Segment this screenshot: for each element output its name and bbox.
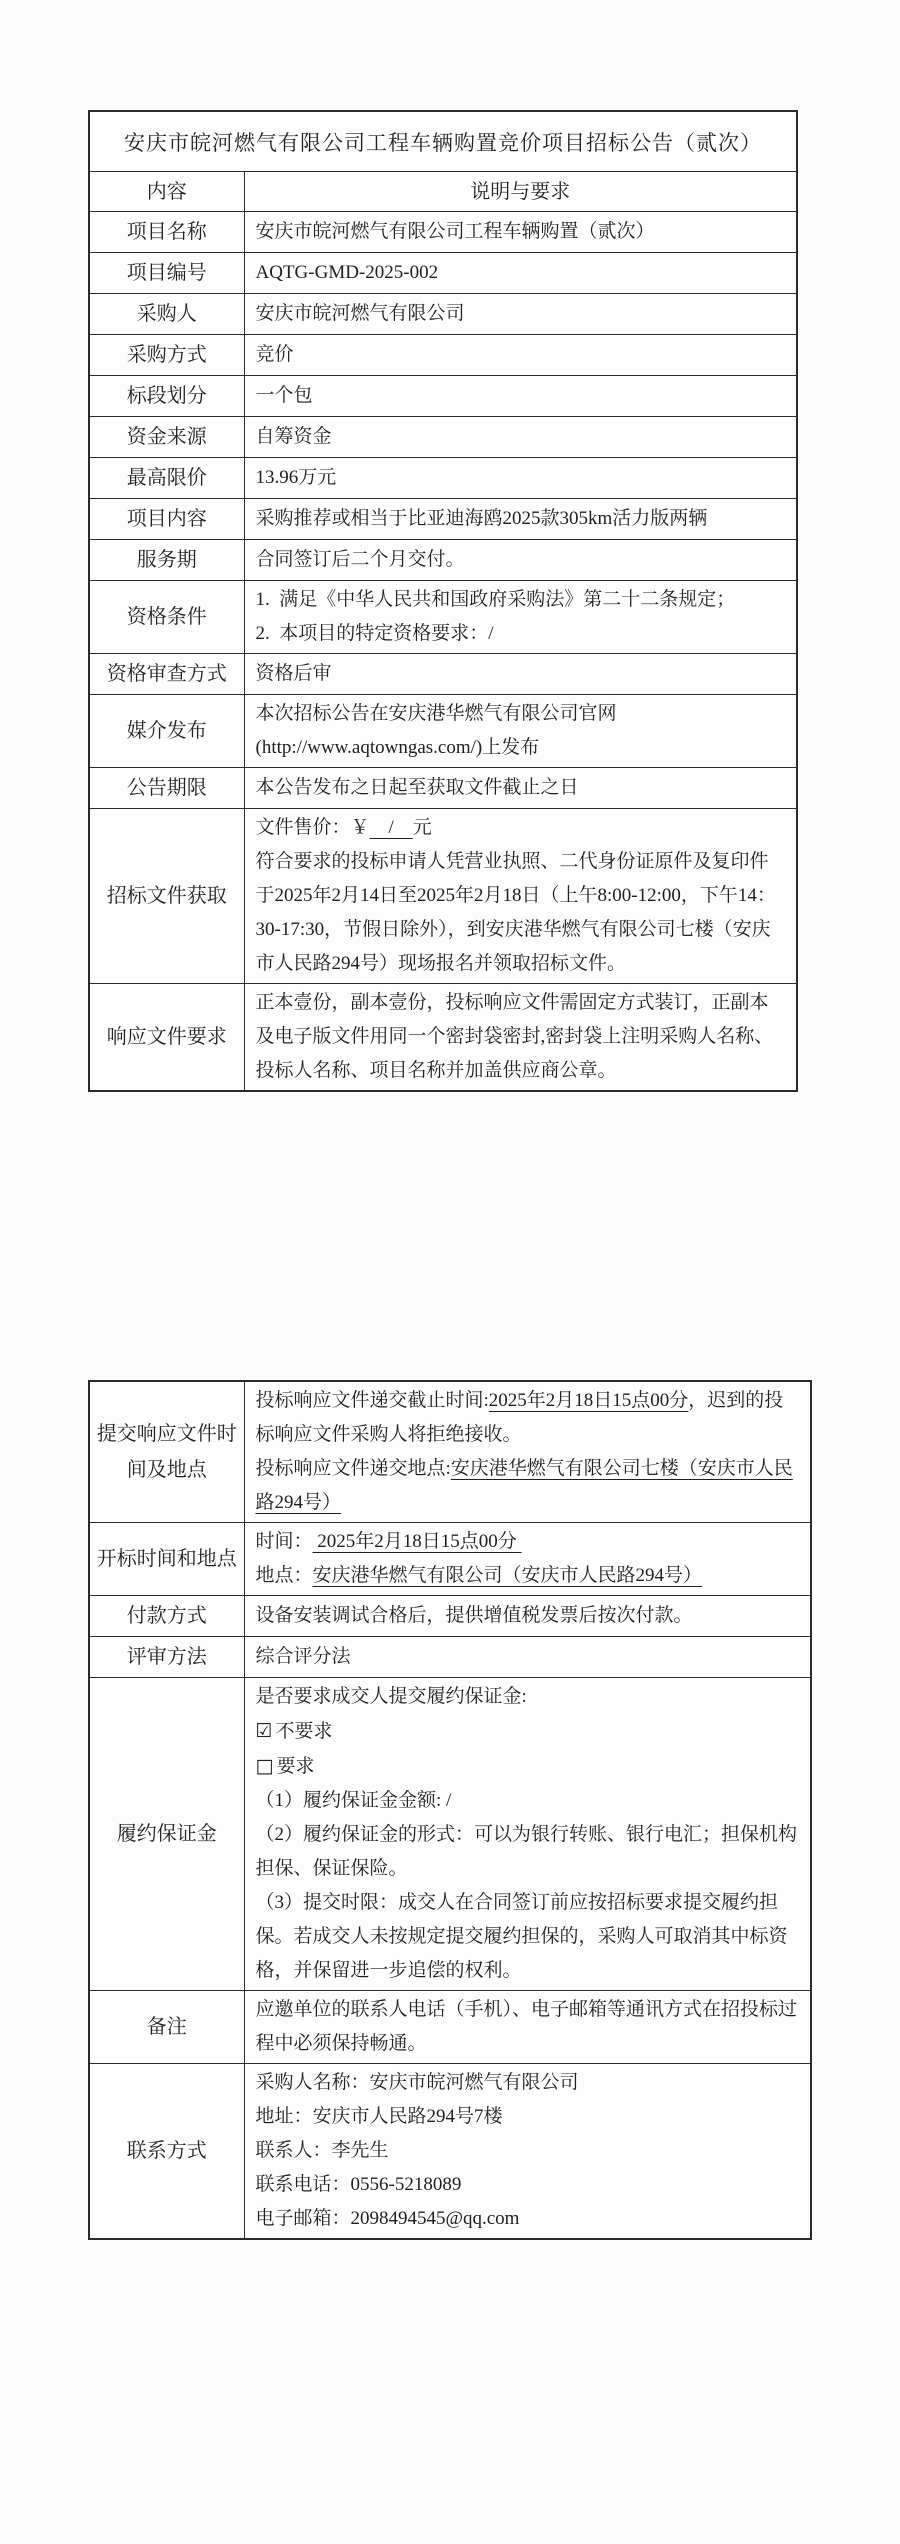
row-label: 采购方式	[89, 335, 244, 376]
text-segment: 投标响应文件递交截止时间:	[255, 1390, 489, 1411]
announcement-table-bottom	[88, 1380, 812, 2240]
table-row	[89, 809, 797, 984]
text-segment: 地点：	[255, 1565, 313, 1586]
paragraph	[256, 1452, 801, 1520]
text-segment: 设备安装调试合格后，提供增值税发票后按次付款。	[255, 1605, 693, 1626]
table-row	[89, 253, 797, 294]
row-content	[244, 417, 797, 458]
row-content	[244, 1523, 811, 1596]
text-segment: 本次招标公告在安庆港华燃气有限公司官网	[255, 703, 617, 724]
row-label: 响应文件要求	[89, 984, 244, 1092]
row-content	[244, 1381, 811, 1523]
text-segment: 2. 本项目的特定资格要求：/	[255, 623, 494, 644]
row-label: 最高限价	[89, 458, 244, 499]
row-label: 项目编号	[89, 253, 244, 294]
row-label: 评审方法	[89, 1637, 244, 1678]
text-segment: （1）履约保证金金额: /	[255, 1790, 452, 1811]
table-row	[89, 1381, 811, 1523]
row-label: 采购人	[89, 294, 244, 335]
row-label: 开标时间和地点	[89, 1523, 244, 1596]
row-label: 履约保证金	[89, 1678, 244, 1991]
paragraph	[256, 2202, 801, 2236]
paragraph	[256, 256, 787, 290]
row-label: 服务期	[89, 540, 244, 581]
text-segment: （3）提交时限：成交人在合同签订前应按招标要求提交履约担保。若成交人未按规定提交履约担保的，采购人可取消其中标资格，并保留进一步追偿的权利。	[255, 1892, 788, 1981]
paragraph	[256, 338, 787, 372]
table-row	[89, 540, 797, 581]
row-label: 标段划分	[89, 376, 244, 417]
paragraph	[256, 2134, 801, 2168]
row-label: 项目名称	[89, 212, 244, 253]
paragraph	[256, 2066, 801, 2100]
table-row	[89, 984, 797, 1092]
paragraph	[256, 1749, 801, 1784]
text-segment: 地址：安庆市人民路294号7楼	[255, 2106, 503, 2127]
paragraph	[256, 1993, 801, 2061]
text-segment: 时间：	[255, 1531, 313, 1552]
table-row	[89, 212, 797, 253]
text-segment: 采购推荐或相当于比亚迪海鸥2025款305km活力版两辆	[255, 508, 708, 529]
row-content	[244, 212, 797, 253]
table-row	[89, 417, 797, 458]
table-row	[89, 695, 797, 768]
paragraph	[256, 1714, 801, 1749]
table-row	[89, 1596, 811, 1637]
row-label: 招标文件获取	[89, 809, 244, 984]
text-segment: 安庆市皖河燃气有限公司工程车辆购置（贰次）	[255, 221, 655, 242]
paragraph	[256, 502, 787, 536]
text-segment: 符合要求的投标申请人凭营业执照、二代身份证原件及复印件于2025年2月14日至2025年2月18日（上午8:00-12:00，下午14：30-17:30，节假日除外），到安庆港华燃气有限公司七楼（安庆市人民路294号）现场报名并领取招标文件。	[255, 851, 776, 974]
row-content	[244, 695, 797, 768]
row-content	[244, 581, 797, 654]
paragraph	[256, 583, 787, 617]
text-segment: 一个包	[255, 385, 313, 406]
paragraph	[256, 1384, 801, 1452]
row-content	[244, 2064, 811, 2240]
text-segment: 文件售价：￥	[255, 817, 370, 838]
row-content	[244, 1637, 811, 1678]
row-content	[244, 253, 797, 294]
row-content	[244, 335, 797, 376]
row-content	[244, 294, 797, 335]
row-label: 项目内容	[89, 499, 244, 540]
paragraph	[256, 771, 787, 805]
paragraph	[256, 1886, 801, 1988]
row-label: 资格条件	[89, 581, 244, 654]
paragraph	[256, 845, 787, 981]
table-row	[89, 1991, 811, 2064]
text-segment: 正本壹份，副本壹份，投标响应文件需固定方式装订，正副本及电子版文件用同一个密封袋密封,密封袋上注明采购人名称、投标人名称、项目名称并加盖供应商公章。	[255, 992, 774, 1081]
row-label: 资金来源	[89, 417, 244, 458]
row-content	[244, 1678, 811, 1991]
row-content	[244, 768, 797, 809]
text-segment: 综合评分法	[255, 1646, 351, 1667]
row-content	[244, 499, 797, 540]
text-segment: 自筹资金	[255, 426, 332, 447]
paragraph	[256, 1525, 801, 1559]
text-segment: 1. 满足《中华人民共和国政府采购法》第二十二条规定；	[255, 589, 736, 610]
paragraph	[256, 657, 787, 691]
paragraph	[256, 543, 787, 577]
text-segment: 本公告发布之日起至获取文件截止之日	[255, 777, 579, 798]
announcement-table-top	[88, 110, 798, 1092]
header-label-column: 内容	[89, 172, 244, 212]
row-content	[244, 1991, 811, 2064]
text-segment: 13.96万元	[255, 467, 337, 488]
paragraph	[256, 1640, 801, 1674]
table-row	[89, 294, 797, 335]
table-row	[89, 335, 797, 376]
text-segment: 竞价	[255, 344, 294, 365]
paragraph	[256, 1680, 801, 1714]
text-segment: （2）履约保证金的形式：可以为银行转账、银行电汇；担保机构担保、保证保险。	[255, 1824, 798, 1879]
table-row	[89, 654, 797, 695]
paragraph	[256, 617, 787, 651]
table-row	[89, 1523, 811, 1596]
paragraph	[256, 215, 787, 249]
underlined-text: /	[369, 817, 413, 838]
text-segment: 是否要求成交人提交履约保证金:	[255, 1686, 527, 1707]
paragraph	[256, 1599, 801, 1633]
row-content	[244, 654, 797, 695]
row-content	[244, 1596, 811, 1637]
paragraph	[256, 1784, 801, 1818]
text-segment: 不要求	[275, 1721, 333, 1742]
paragraph	[256, 379, 787, 413]
text-segment: 上发布	[482, 737, 540, 758]
header-row	[89, 172, 797, 212]
paragraph	[256, 986, 787, 1088]
text-segment: 电子邮箱：2098494545@qq.com	[255, 2208, 520, 2229]
row-label: 备注	[89, 1991, 244, 2064]
checkbox-checked-icon: ☑	[255, 1720, 273, 1742]
underlined-text: 安庆港华燃气有限公司七楼（安庆市人民路294号）	[255, 1458, 793, 1513]
paragraph	[256, 297, 787, 331]
paragraph	[256, 811, 787, 845]
text-segment: 元	[412, 817, 432, 838]
text-segment: 联系电话：0556-5218089	[255, 2174, 462, 2195]
row-label: 媒介发布	[89, 695, 244, 768]
row-label: 公告期限	[89, 768, 244, 809]
table-row	[89, 458, 797, 499]
document-title: 安庆市皖河燃气有限公司工程车辆购置竞价项目招标公告（贰次）	[89, 111, 797, 172]
row-content	[244, 809, 797, 984]
text-segment: 应邀单位的联系人电话（手机）、电子邮箱等通讯方式在招投标过程中必须保持畅通。	[255, 1999, 798, 2054]
row-content	[244, 540, 797, 581]
text-segment: AQTG-GMD-2025-002	[255, 262, 439, 283]
paragraph	[256, 461, 787, 495]
row-label: 联系方式	[89, 2064, 244, 2240]
url-text: (http://www.aqtowngas.com/)	[255, 737, 483, 758]
text-segment: 采购人名称：安庆市皖河燃气有限公司	[255, 2072, 579, 2093]
paragraph	[256, 2100, 801, 2134]
row-label: 付款方式	[89, 1596, 244, 1637]
row-content	[244, 376, 797, 417]
title-row	[89, 111, 797, 172]
table-row	[89, 499, 797, 540]
underlined-text: 安庆港华燃气有限公司（安庆市人民路294号）	[312, 1565, 703, 1586]
row-label: 提交响应文件时间及地点	[89, 1381, 244, 1523]
underlined-text: 2025年2月18日15点00分	[312, 1531, 522, 1552]
table-row	[89, 1637, 811, 1678]
paragraph	[256, 697, 787, 765]
header-desc-column: 说明与要求	[244, 172, 797, 212]
table-row	[89, 2064, 811, 2240]
table-row	[89, 581, 797, 654]
table-row	[89, 1678, 811, 1991]
paragraph	[256, 420, 787, 454]
paragraph	[256, 1818, 801, 1886]
paragraph	[256, 2168, 801, 2202]
text-segment: ，迟到的投标响应文件采购人将拒绝接收。	[255, 1390, 784, 1445]
text-segment: 要求	[276, 1756, 315, 1777]
paragraph	[256, 1559, 801, 1593]
checkbox-unchecked-icon: □	[255, 1755, 274, 1777]
text-segment: 投标响应文件递交地点:	[255, 1458, 451, 1479]
row-content	[244, 458, 797, 499]
text-segment: 资格后审	[255, 663, 332, 684]
table-row	[89, 376, 797, 417]
text-segment: 合同签订后二个月交付。	[255, 549, 465, 570]
row-label: 资格审查方式	[89, 654, 244, 695]
underlined-text: 2025年2月18日15点00分	[488, 1390, 689, 1411]
text-segment: 联系人：李先生	[255, 2140, 389, 2161]
table-row	[89, 768, 797, 809]
row-content	[244, 984, 797, 1092]
text-segment: 安庆市皖河燃气有限公司	[255, 303, 465, 324]
